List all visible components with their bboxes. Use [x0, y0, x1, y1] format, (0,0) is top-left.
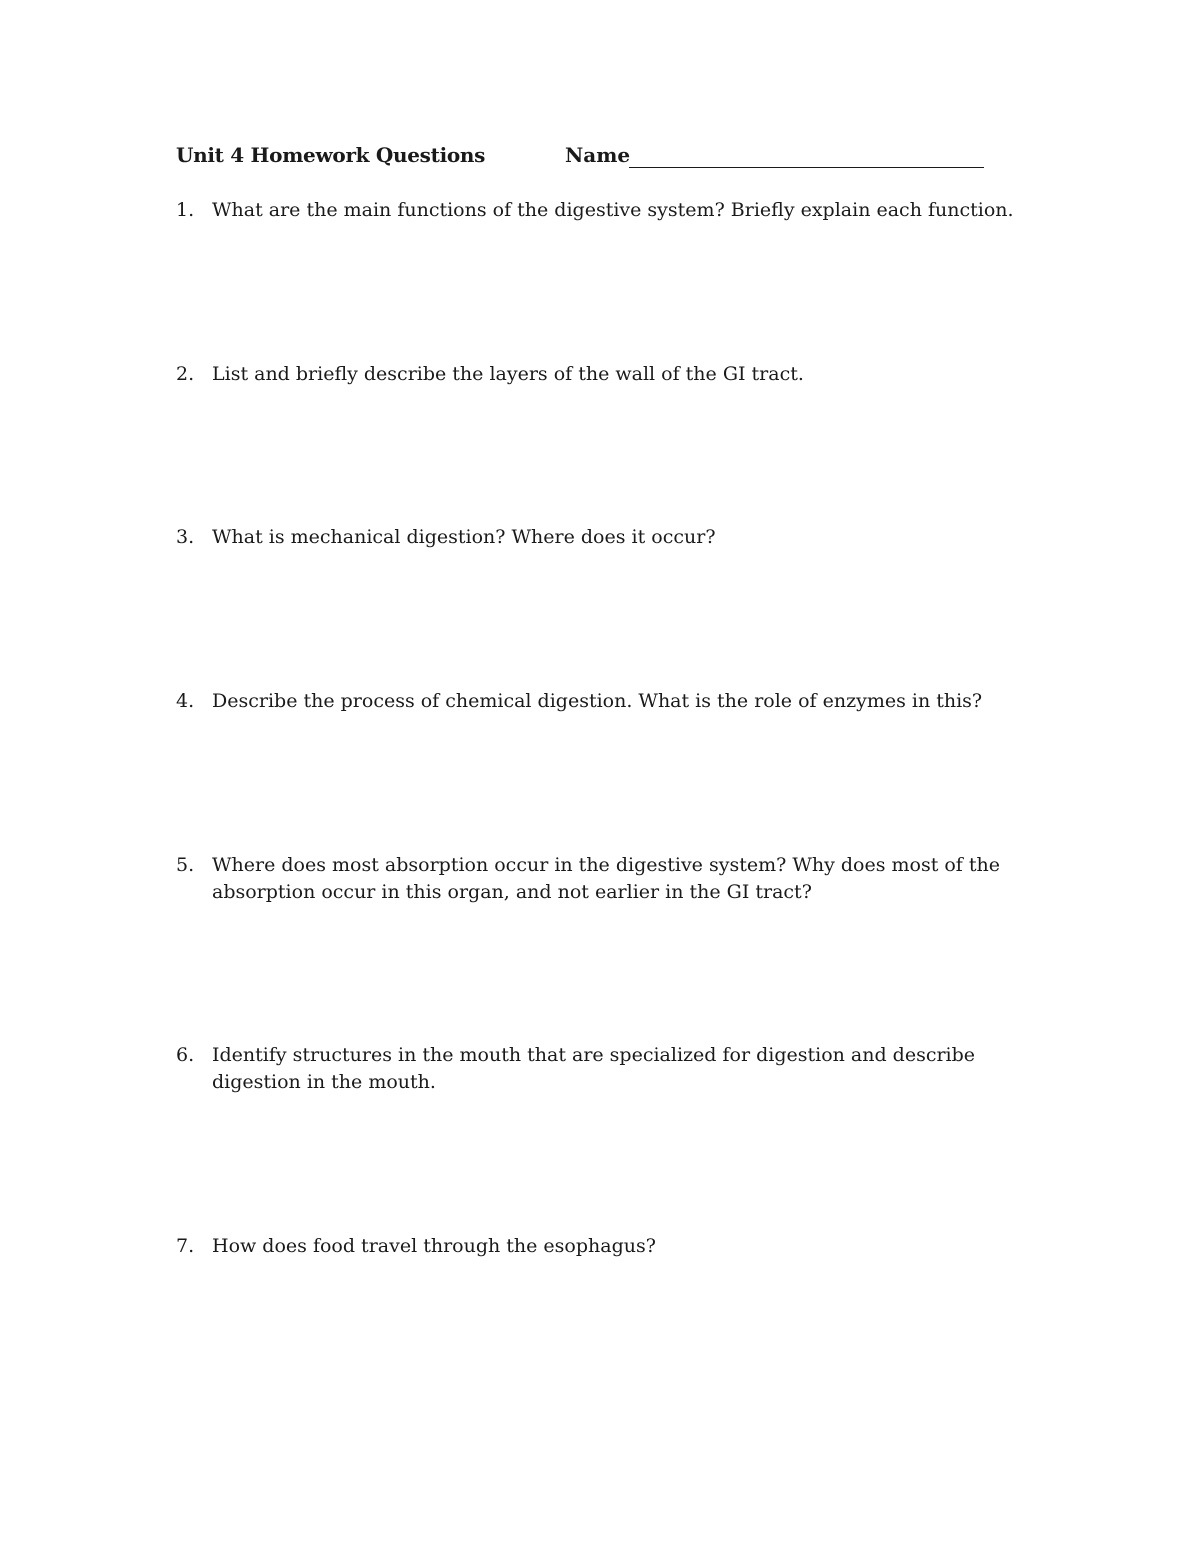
question-text: What are the main functions of the digestive system? Briefly explain each function. — [212, 199, 1014, 221]
question-2 — [176, 361, 1056, 388]
question-text: Describe the process of chemical digestion. What is the role of enzymes in this? — [212, 690, 983, 712]
question-6 — [176, 1042, 1056, 1096]
question-number: 1. — [176, 199, 195, 221]
question-text: List and briefly describe the layers of the wall of the GI tract. — [212, 363, 804, 385]
question-number: 3. — [176, 526, 195, 548]
name-label: Name — [565, 143, 631, 167]
page-title: Unit 4 Homework Questions — [176, 143, 486, 167]
question-number: 7. — [176, 1235, 195, 1257]
question-3 — [176, 524, 1056, 551]
question-text: Identify structures in the mouth that are specialized for digestion and describe digestion in the mouth. — [212, 1044, 976, 1093]
question-text: What is mechanical digestion? Where does it occur? — [212, 526, 716, 548]
worksheet-header — [176, 143, 996, 173]
question-text: How does food travel through the esophagus? — [212, 1235, 656, 1257]
question-5 — [176, 852, 1056, 906]
question-number: 6. — [176, 1044, 195, 1066]
question-1 — [176, 197, 1056, 224]
question-number: 5. — [176, 854, 195, 876]
question-number: 4. — [176, 690, 195, 712]
question-4 — [176, 688, 1056, 715]
question-number: 2. — [176, 363, 195, 385]
name-blank-line[interactable] — [629, 167, 984, 168]
question-text: Where does most absorption occur in the digestive system? Why does most of the absorption occur in this organ, and not earlier in the GI tract? — [212, 854, 1000, 903]
question-7 — [176, 1233, 1056, 1260]
